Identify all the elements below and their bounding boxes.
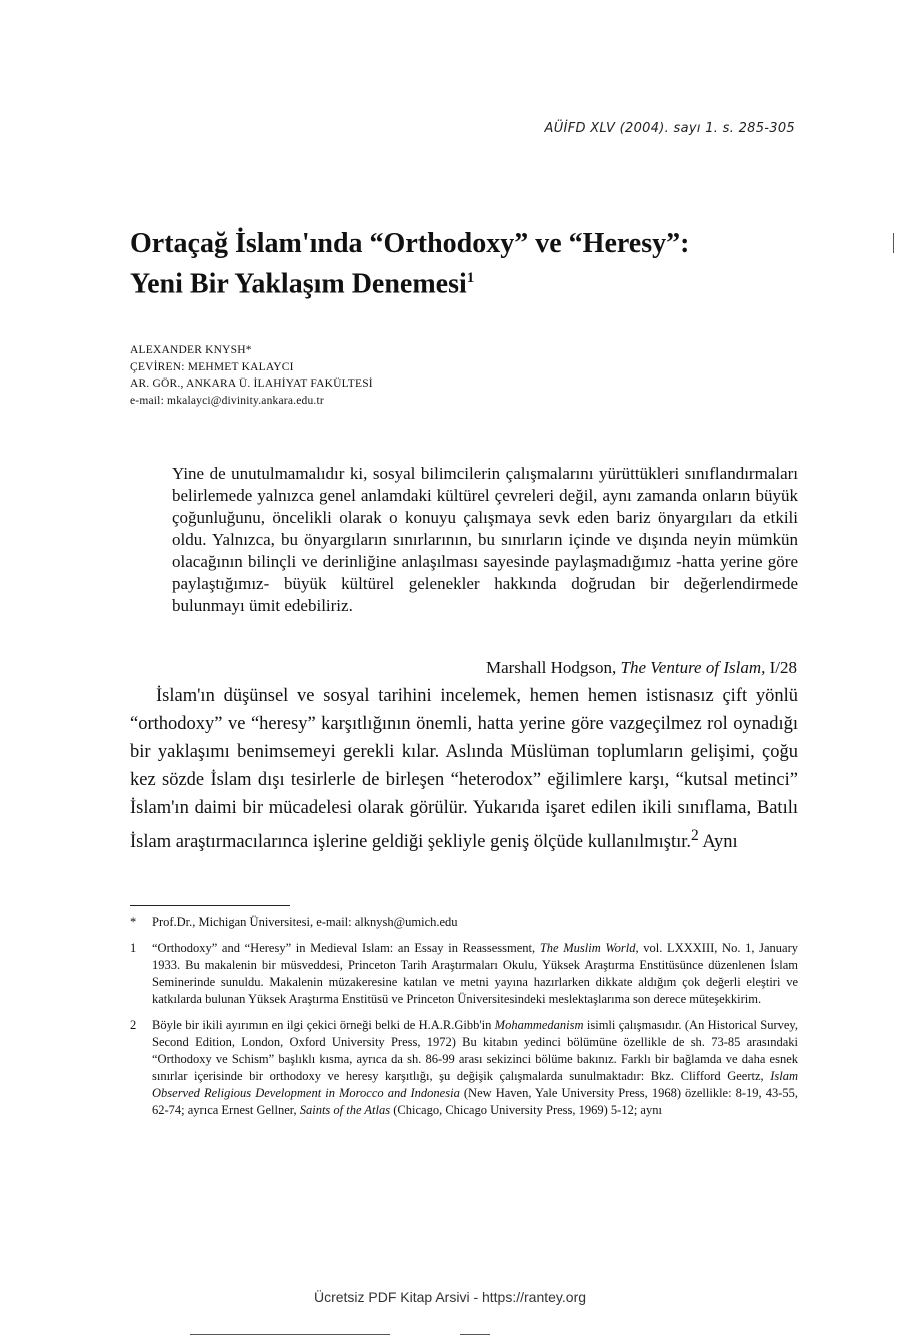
translator-affiliation: AR. GÖR., ANKARA Ü. İLAHİYAT FAKÜLTESİ — [130, 378, 373, 390]
footnote-title: The Muslim World, — [539, 941, 639, 955]
title-line-2: Yeni Bir Yaklaşım Denemesi — [130, 268, 467, 300]
title-footnote-ref: 1 — [466, 270, 475, 286]
watermark: Ücretsiz PDF Kitap Arsivi - https://rantey.org — [313, 1289, 587, 1305]
epigraph-author: Marshall Hodgson, — [485, 658, 617, 677]
bottom-edge-line — [190, 1334, 390, 1335]
footnote-text: (New Haven, Yale University Press, 1968) özellikle: 8-19, 43-55, 62-74; ayrıca Ernest Gellner, — [152, 1086, 798, 1117]
footnote-text: isimli çalışmasıdır. (An Historical Survey, Second Edition, London, Oxford University Press, 1972) Bu kitabın yedinci bölümüne özellikle de sh. 73-85 arasındaki “Orthodoxy ve Schism” başlıklı kısma, ayrıca da sh. 86-99 arası sekizinci bölüme bakınız. Farklı bir bağlamda ve daha esnek sınırlar içerisinde bir orthodoxy ve heresy karşıtlığı, şu değişik çalışmalarda sunulmaktadır: Bkz. Clifford Geertz, — [152, 1018, 798, 1083]
body-paragraph-text: İslam'ın düşünsel ve sosyal tarihini incelemek, hemen hemen istisnasız çift yönlü “orthodoxy” ve “heresy” karşıtlığının önemli, hatta yerine göre vazgeçilmez rol oynadığı bir yaklaşımı benimsemeyi gerekli kılar. Aslında Müslüman toplumların gelişimi, çoğu kez sözde İslam dışı tesirlerle de birleşen “heterodox” eğilimlere karşı, “kutsal metinci” İslam'ın daimi bir mücadelesi olarak görülür. Yukarıda işaret edilen ikili sınıflama, Batılı İslam araştırmacılarınca işlerine geldiği şekliyle geniş ölçüde kullanılmıştır. — [130, 686, 798, 853]
epigraph-ref: I/28 — [769, 658, 797, 677]
translator-email: e-mail: mkalayci@divinity.ankara.edu.tr — [130, 395, 324, 407]
footnote-text: vol. LXXXIII, No. 1, January 1933. Bu makalenin bir müsveddesi, Princeton Tarih Araştırmaları Okulu, Yüksek Araştırma Enstitüsünce düzenlenen İslam Seminerinde sunuldu. Makalenin müzakeresine katılan ve metni yayına hazırlarken dikkate aldığım çok değerli eleştiri ve katkılarda bulunan Yüksek Araştırma Enstitüsü ve Princeton Üniversitesindeki meslektaşlarıma son derece müteşekkirim. — [152, 941, 799, 1006]
footnote-mark: 2 — [130, 1018, 137, 1032]
footnote-text: “Orthodoxy” and “Heresy” in Medieval Islam: an Essay in Reassessment, — [152, 941, 540, 955]
scan-edge-mark — [893, 233, 894, 253]
footnote-title: Islam Observed Religious Development in Morocco and Indonesia — [152, 1069, 798, 1100]
footnote-title: Mohammedanism — [494, 1018, 584, 1032]
footnote-mark: 1 — [130, 941, 137, 955]
footnote-mark: * — [130, 915, 137, 929]
footnote — [130, 914, 798, 931]
bottom-edge-mark — [460, 1334, 490, 1335]
translator-name: ÇEVİREN: MEHMET KALAYCI — [130, 361, 294, 373]
footnote — [130, 1017, 798, 1119]
footnote-text: Böyle bir ikili ayırımın en ilgi çekici örneği belki de H.A.R.Gibb'in — [152, 1018, 495, 1032]
title-line-1: Ortaçağ İslam'ında “Orthodoxy” ve “Heresy”: — [130, 228, 690, 259]
journal-citation-header: AÜİFD XLV (2004). sayı 1. s. 285-305 — [544, 121, 795, 136]
author-name: ALEXANDER KNYSH* — [130, 344, 252, 356]
footnotes-section — [130, 914, 798, 1128]
body-paragraph-tail: Aynı — [702, 832, 738, 853]
footnote-text: (Chicago, Chicago University Press, 1969) 5-12; aynı — [390, 1103, 662, 1117]
footnote-separator — [130, 905, 290, 906]
author-block — [130, 342, 373, 410]
body-footnote-ref: 2 — [691, 827, 699, 844]
epigraph-work: The Venture of Islam, — [620, 658, 766, 677]
article-title — [130, 226, 790, 301]
footnote-title: Saints of the Atlas — [299, 1103, 391, 1117]
body-paragraph — [130, 682, 798, 856]
epigraph-attribution — [486, 658, 797, 678]
footnote — [130, 940, 798, 1008]
footnote-text: Prof.Dr., Michigan Üniversitesi, e-mail: alknysh@umich.edu — [152, 915, 458, 929]
epigraph-text: Yine de unutulmamalıdır ki, sosyal bilimcilerin çalışmalarını yürüttükleri sınıflandırmaları belirlemede yalnızca genel anlamdaki kültürel çevreleri değil, aynı zamanda onların büyük çoğunluğunu, öncelikli olarak o konuyu çalışmaya sevk eden bariz önyargıları da etkili oldu. Yalnızca, bu önyargıların sınırlarının, bu sınırların içinde ve dışında neyin mümkün olacağının bilinçli ve derinliğine anlaşılması sayesinde paylaşmadığımız -hatta yerine göre paylaştığımız- büyük kültürel gelenekler hakkında doğrudan bir değerlendirmede bulunmayı ümit edebiliriz. — [172, 464, 798, 615]
